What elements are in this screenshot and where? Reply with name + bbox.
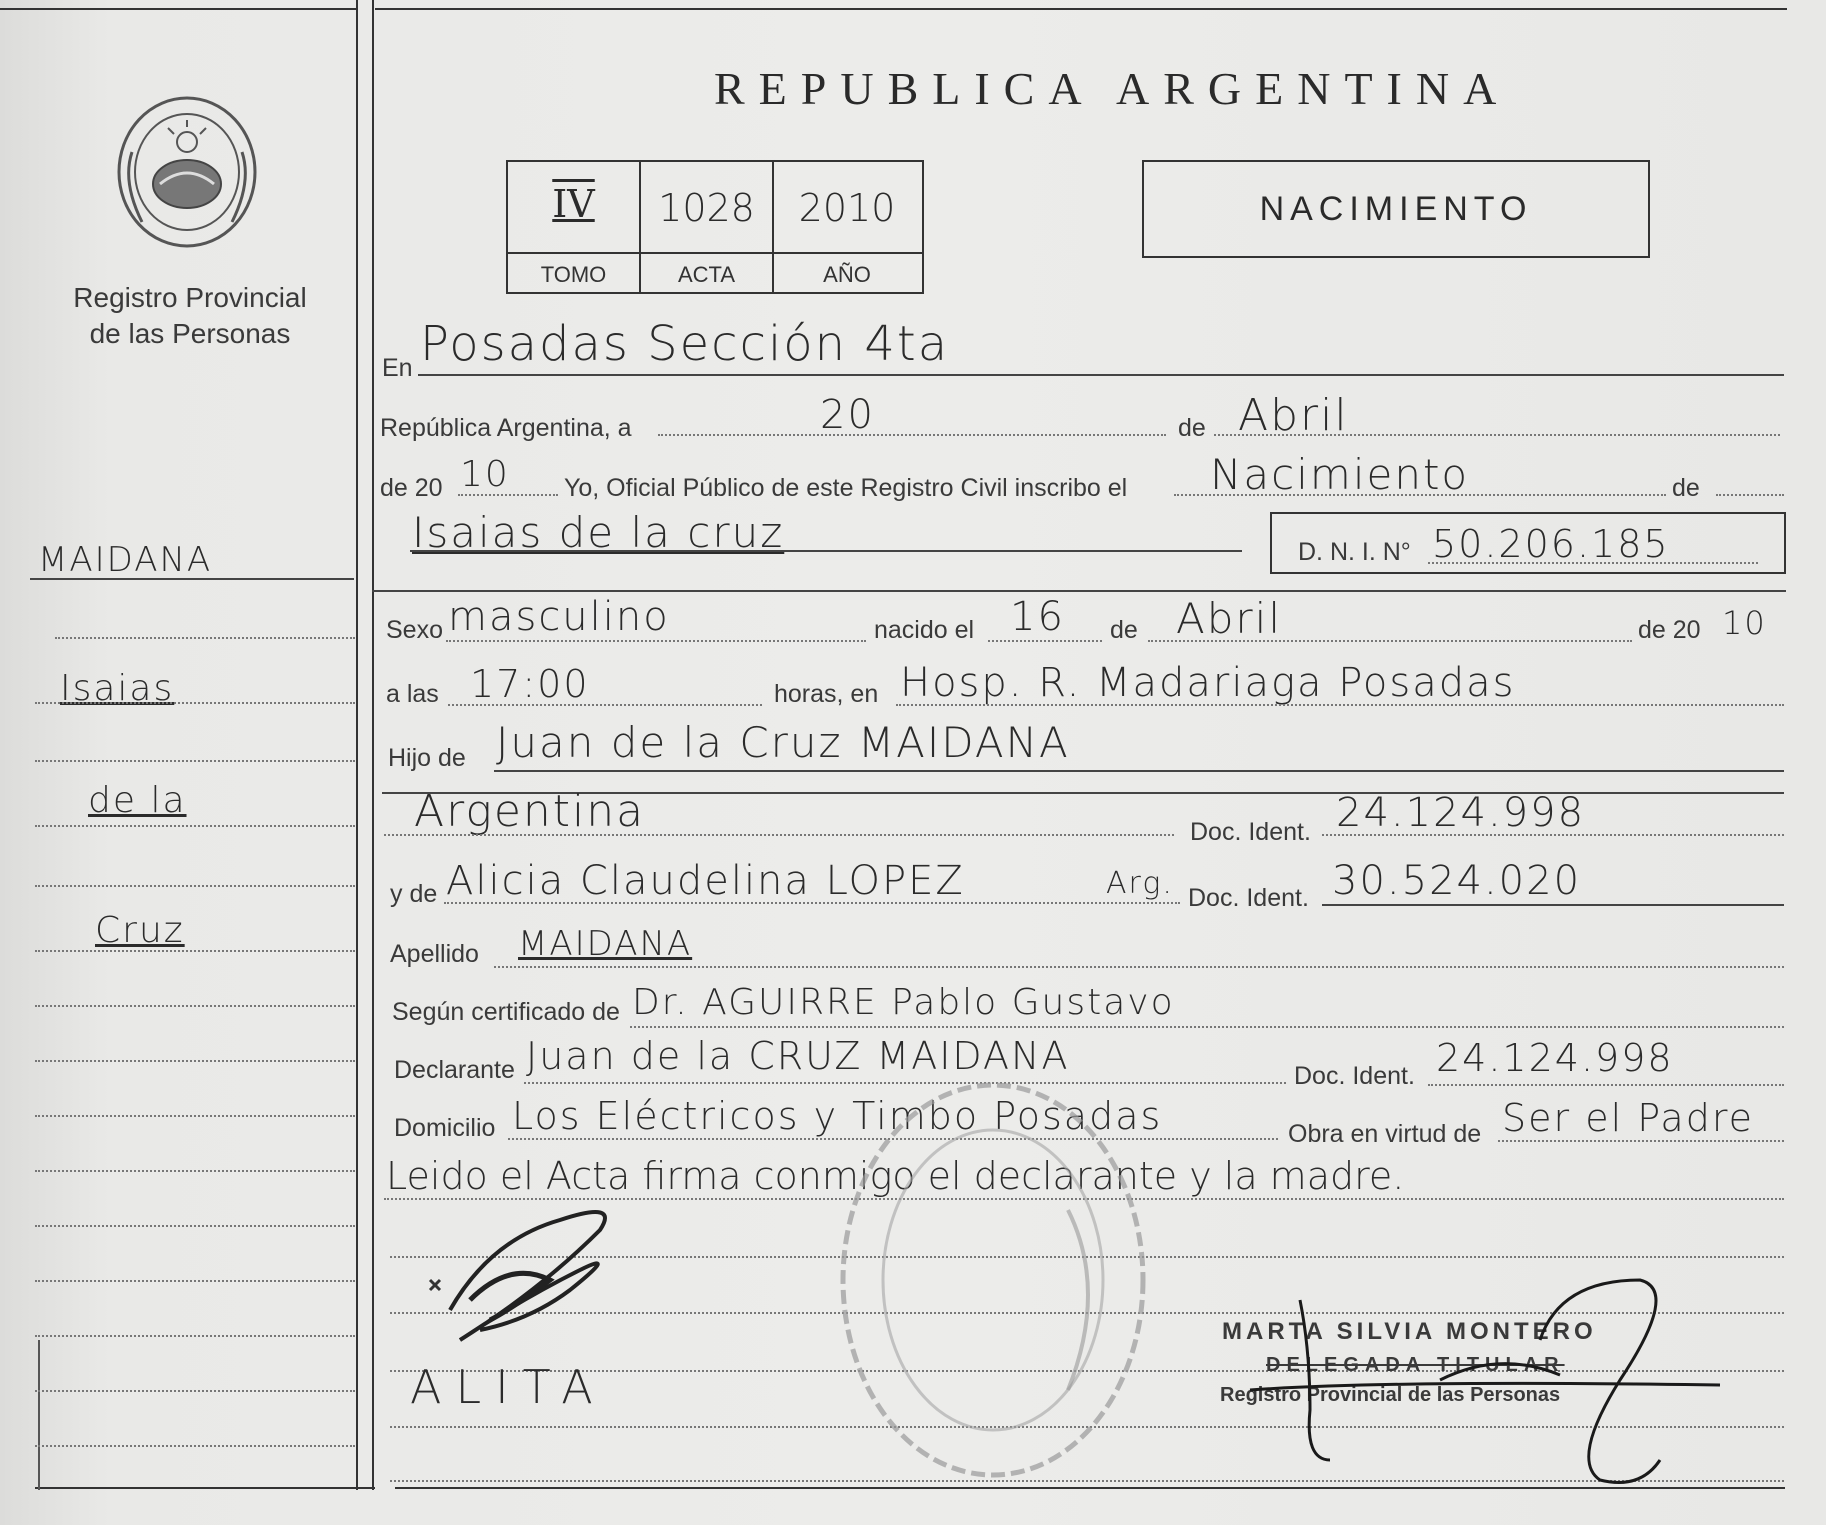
apellido-label: Apellido — [390, 940, 479, 968]
lugar-line — [896, 704, 1784, 706]
yde-label: y de — [390, 880, 438, 908]
padre-doc-line — [1322, 834, 1784, 836]
en-label: En — [382, 354, 413, 382]
margin-dotline — [35, 1170, 355, 1172]
stamp-office: Registro Provincial de las Personas — [1220, 1384, 1561, 1406]
acta-box-divider — [508, 252, 922, 254]
dni-value: 50.206.185 — [1432, 522, 1670, 566]
dni-label: D. N. I. N° — [1298, 538, 1411, 566]
madre-line — [444, 902, 1180, 904]
doc-label-padre: Doc. Ident. — [1190, 818, 1311, 846]
margin-name3: Cruz — [95, 910, 185, 951]
nac-month-line — [1148, 640, 1632, 642]
dni-box — [1270, 512, 1786, 574]
madre-doc: 30.524.020 — [1332, 858, 1582, 904]
acto-value: Nacimiento — [1210, 450, 1470, 499]
column-divider-right — [372, 0, 374, 1490]
anio-label: AÑO — [823, 262, 871, 287]
de-line — [1716, 494, 1784, 496]
doc-type-box — [1142, 160, 1650, 258]
margin-dotline — [35, 760, 355, 762]
apellido-value: MAIDANA — [518, 924, 693, 964]
en-value: Posadas Sección 4ta — [420, 316, 950, 372]
declarant-signature-icon — [420, 1180, 720, 1360]
padre-nac-line — [384, 834, 1174, 836]
declarante-doc: 24.124.998 — [1436, 1036, 1674, 1080]
segun-line — [630, 1026, 1784, 1028]
margin-name2: de la — [88, 780, 187, 821]
day-value: 20 — [820, 392, 875, 438]
bottom-border-left — [35, 1487, 375, 1489]
nacido-label: nacido el — [874, 616, 975, 644]
nombre-value: Isaias de la cruz — [412, 508, 785, 557]
segun-label: Según certificado de — [392, 998, 620, 1026]
apellido-line — [494, 966, 1784, 968]
dni-line — [1428, 562, 1758, 564]
margin-dotline — [55, 637, 355, 639]
acta-box — [506, 160, 924, 294]
tomo-value: IV — [552, 182, 595, 226]
margin-dotline — [35, 1390, 355, 1392]
registry-name-line1: Registro Provincial — [73, 282, 307, 313]
acta-value: 1028 — [658, 186, 755, 230]
year-line — [458, 494, 558, 496]
doc-label-madre: Doc. Ident. — [1188, 884, 1309, 912]
margin-dotline — [35, 885, 355, 887]
de-label3: de — [1110, 616, 1138, 644]
month-value: Abril — [1238, 390, 1349, 441]
hora-value: 17:00 — [470, 662, 590, 706]
obra-label: Obra en virtud de — [1288, 1120, 1482, 1148]
section-rule — [372, 590, 1786, 592]
left-edge-mark — [38, 1340, 40, 1490]
margin-dotline — [35, 1335, 355, 1337]
alita-signature: ALITA — [410, 1360, 607, 1414]
tomo-label: TOMO — [540, 262, 607, 287]
margin-dotline — [35, 1005, 355, 1007]
de-label2: de — [1672, 474, 1700, 502]
de-label: de — [1178, 414, 1206, 442]
leido-text: Leido el Acta firma conmigo el declarante y la madre. — [386, 1154, 1405, 1198]
domicilio-label: Domicilio — [394, 1114, 496, 1142]
day-line — [658, 434, 1166, 436]
margin-dotline — [35, 1445, 355, 1447]
hijo-label: Hijo de — [388, 744, 466, 772]
alas-label: a las — [386, 680, 439, 708]
top-border-right — [375, 8, 1787, 10]
nombre-line — [410, 550, 1242, 552]
doc-label-declarante: Doc. Ident. — [1294, 1062, 1415, 1090]
anio-value: 2010 — [798, 186, 896, 230]
lugar-value: Hosp. R. Madariaga Posadas — [900, 660, 1516, 706]
padre-nacionalidad: Argentina — [414, 786, 646, 837]
column-divider-left — [356, 0, 358, 1490]
margin-surname: MAIDANA — [38, 540, 213, 580]
de20-label2: de 20 — [1638, 616, 1701, 644]
top-border-left — [0, 8, 358, 10]
horas-label: horas, en — [774, 680, 879, 708]
margin-dotline — [35, 950, 355, 952]
margin-dotline — [35, 1280, 355, 1282]
obra-value: Ser el Padre — [1502, 1096, 1754, 1140]
domicilio-value: Los Eléctricos y Timbo Posadas — [512, 1094, 1163, 1138]
margin-dotline — [35, 1060, 355, 1062]
padre-doc: 24.124.998 — [1336, 790, 1586, 836]
registry-name-line2: de las Personas — [89, 318, 291, 349]
sexo-label: Sexo — [386, 616, 443, 644]
sexo-value: masculino — [448, 594, 670, 640]
yo-label: Yo, Oficial Público de este Registro Civil inscribo el — [564, 474, 1128, 502]
madre-doc-line — [1322, 904, 1784, 906]
segun-value: Dr. AGUIRRE Pablo Gustavo — [632, 982, 1175, 1023]
margin-line — [30, 578, 354, 580]
acta-label: ACTA — [677, 262, 736, 287]
stamp-role: DELEGADA TITULAR — [1266, 1354, 1565, 1376]
declarante-value: Juan de la CRUZ MAIDANA — [526, 1034, 1070, 1078]
de20-label: de 20 — [380, 474, 443, 502]
sexo-line — [446, 640, 866, 642]
margin-dotline — [35, 1225, 355, 1227]
obra-line — [1498, 1140, 1784, 1142]
madre-nacionalidad: Arg. — [1106, 866, 1174, 901]
official-seal-stamp-icon — [828, 1070, 1158, 1490]
margin-dotline — [35, 825, 355, 827]
country-title: REPUBLICA ARGENTINA — [714, 63, 1511, 114]
stamp-name: MARTA SILVIA MONTERO — [1222, 1318, 1597, 1345]
padre-line — [494, 770, 1784, 772]
en-line — [418, 374, 1784, 376]
doc-type: NACIMIENTO — [1259, 190, 1533, 228]
officer-signature-icon — [1240, 1260, 1740, 1500]
nac-month: Abril — [1176, 594, 1282, 643]
year-value: 10 — [460, 454, 510, 495]
nac-year: 10 — [1722, 604, 1767, 642]
madre-value: Alicia Claudelina LOPEZ — [446, 858, 965, 904]
hora-line — [448, 704, 762, 706]
margin-name1: Isaias — [60, 668, 175, 709]
margin-dotline — [35, 1115, 355, 1117]
declarante-doc-line — [1428, 1084, 1784, 1086]
margin-dotline — [35, 702, 355, 704]
republica-label: República Argentina, a — [380, 414, 632, 442]
nac-day: 16 — [1010, 594, 1065, 640]
padre-value: Juan de la Cruz MAIDANA — [496, 718, 1070, 767]
nac-day-line — [988, 640, 1102, 642]
province-seal-icon — [112, 92, 262, 252]
declarante-label: Declarante — [394, 1056, 515, 1084]
